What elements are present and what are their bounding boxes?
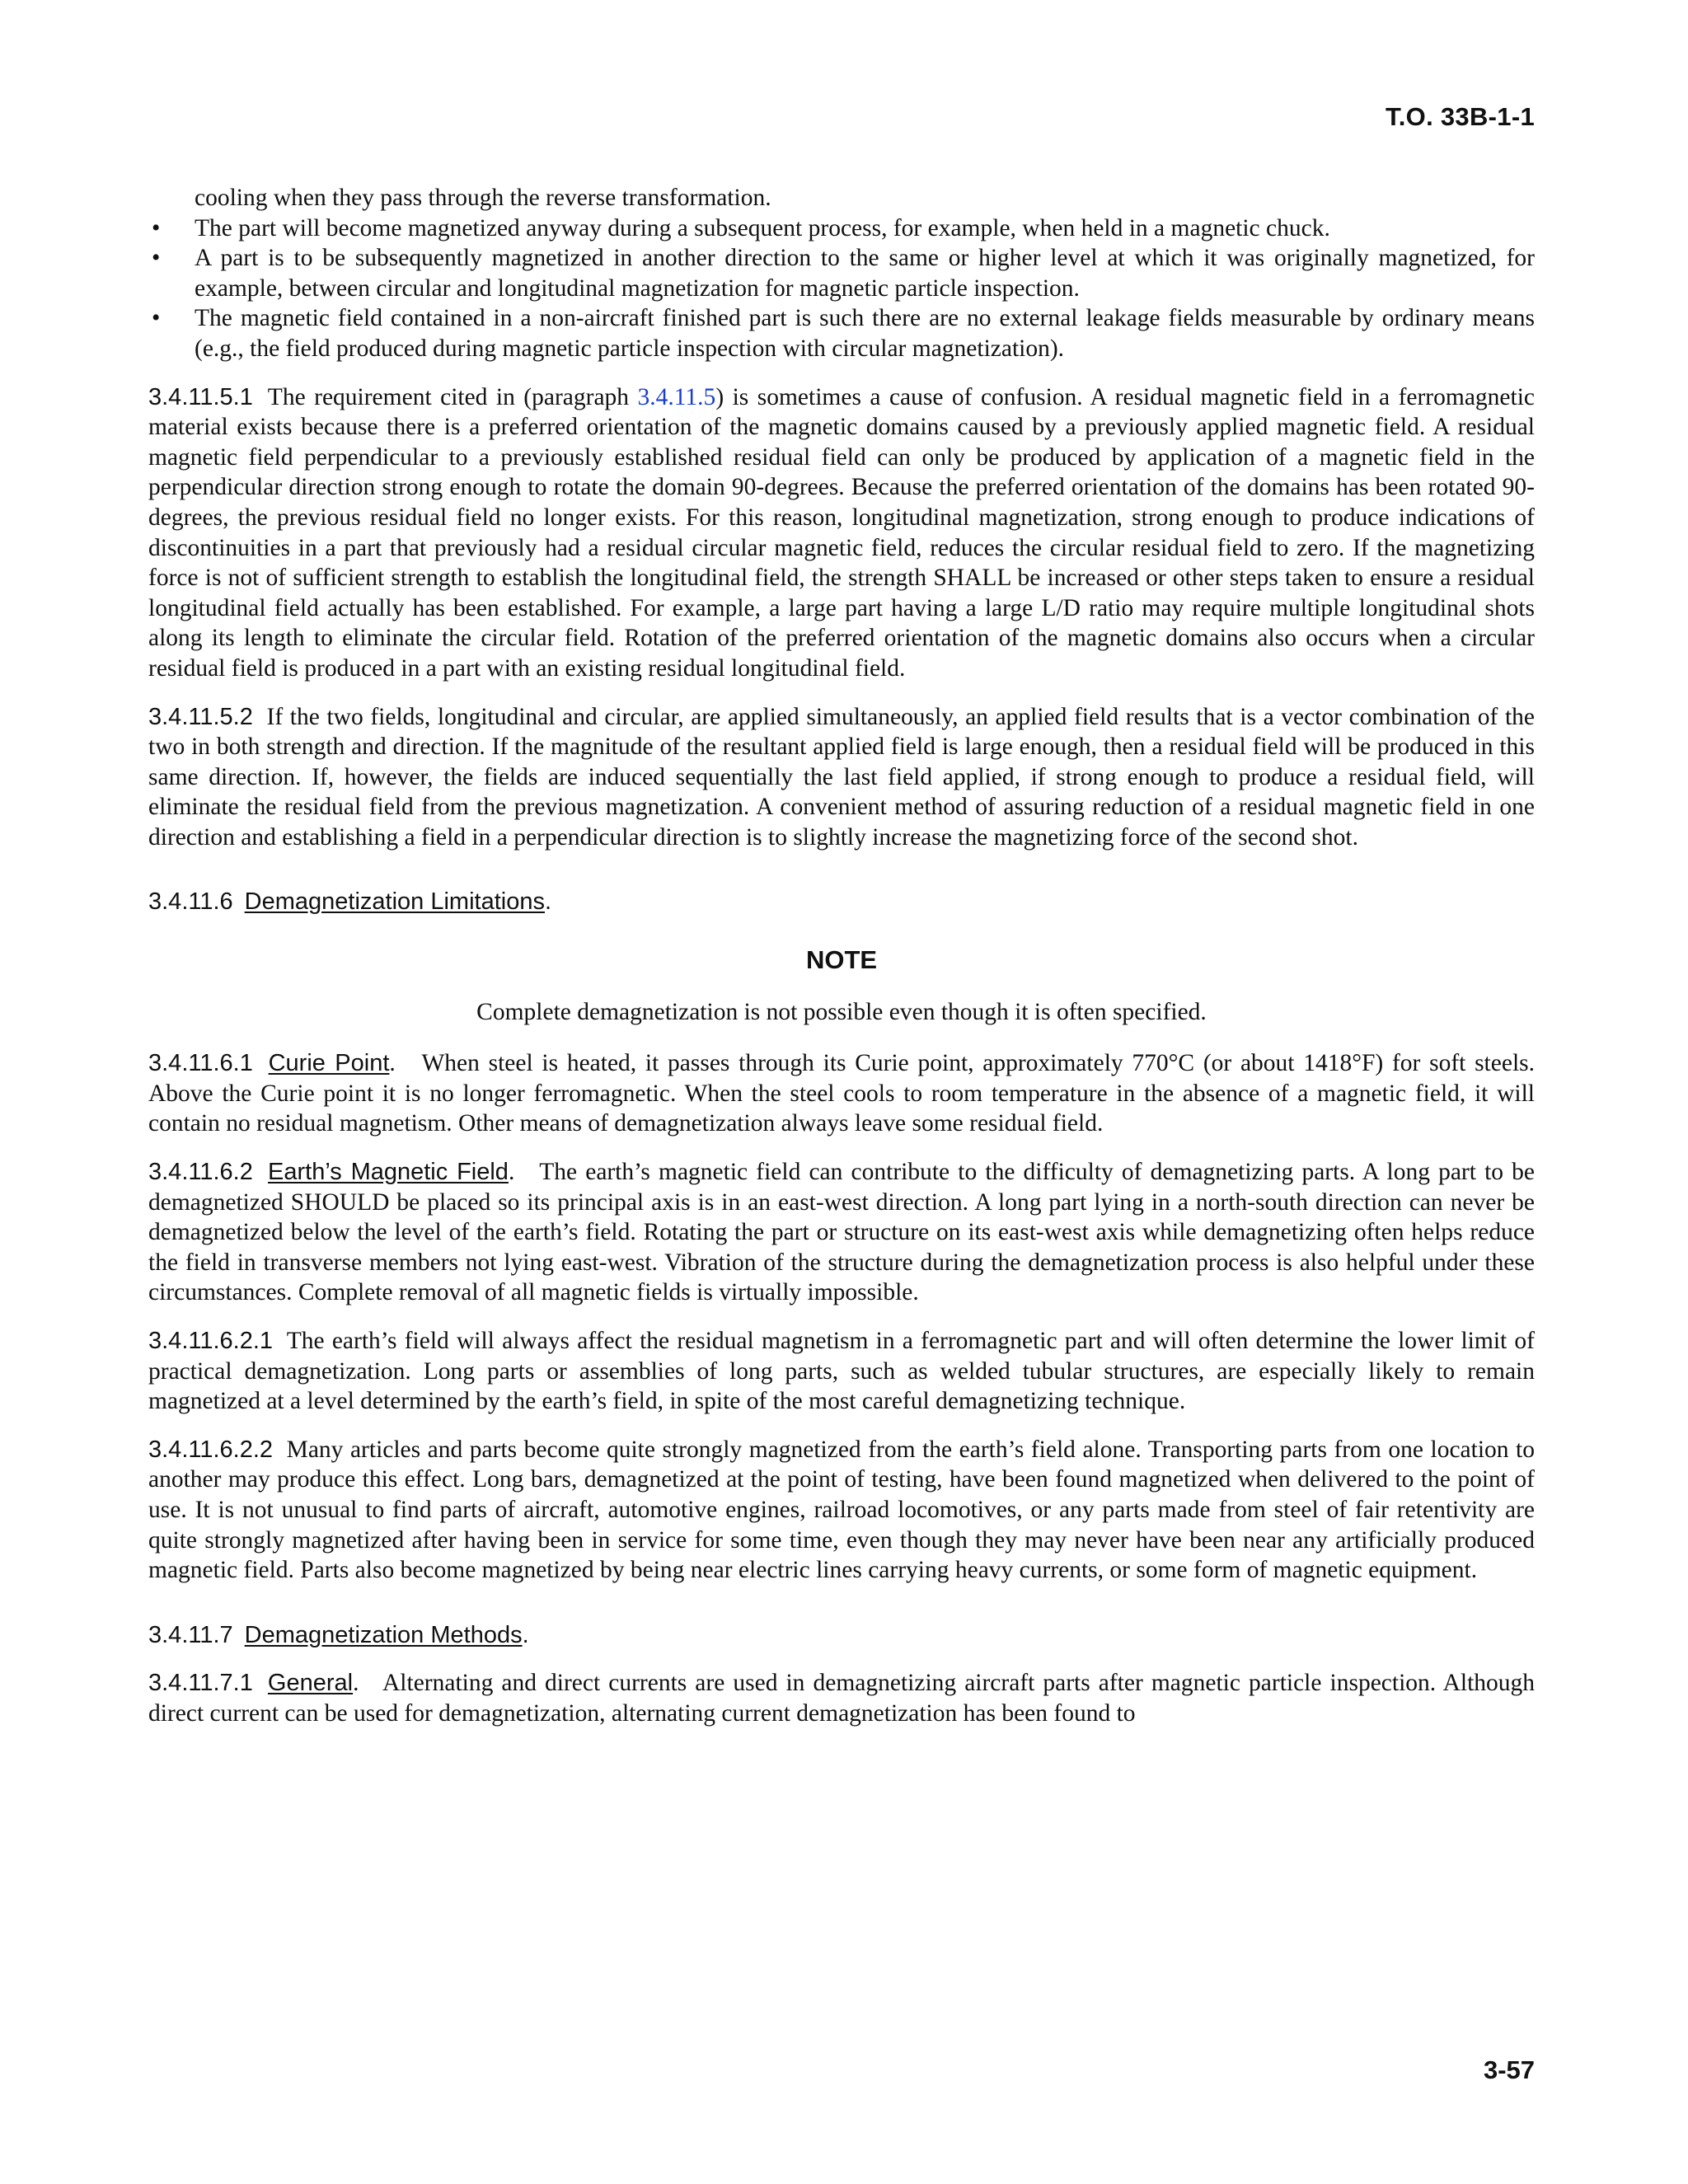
section-heading-3-4-11-6 [148, 887, 1535, 917]
bullet-icon: • [152, 305, 161, 332]
section-heading-3-4-11-7 [148, 1620, 1535, 1651]
section-number: 3.4.11.6 [148, 888, 233, 916]
section-number: 3.4.11.7 [148, 1621, 233, 1648]
paragraph-3-4-11-6-1 [148, 1048, 1535, 1139]
section-title: Demagnetization Limitations [244, 888, 545, 916]
page-number-footer: 3-57 [1483, 2055, 1535, 2084]
list-item-text: The part will become magnetized anyway during a subsequent process, for example, when held in a magnetic chuck. [195, 214, 1330, 241]
list-item [148, 303, 1535, 363]
paragraph-number: 3.4.11.7.1 [148, 1670, 253, 1697]
paragraph-title: General [267, 1670, 354, 1697]
paragraph-number: 3.4.11.5.1 [148, 383, 253, 410]
list-item [148, 213, 1535, 244]
paragraph-number: 3.4.11.5.2 [148, 703, 253, 730]
paragraph-text: The earth’s magnetic field can contribute to the difficulty of demagnetizing parts. A long part to be demagnetized SHOULD be placed so its principal axis is in an east-west direction. A long part lying in a north-south direction can never be demagnetized below the level of the earth’s field. Rotating the part or structure on its east-west axis while demagnetizing often helps reduce the field in transverse members not lying east-west. Vibration of the structure during the demagnetization process is also helpful under these circumstances. Complete removal of all magnetic fields is virtually impossible. [148, 1159, 1536, 1306]
paragraph-text: The earth’s field will always affect the residual magnetism in a ferromagnetic part and will often determine the lower limit of practical demagnetization. Long parts or assemblies of long parts, such as welded tubular structures, are especially likely to remain magnetized at a level determined by the earth’s field, in spite of the most careful demagnetizing technique. [148, 1328, 1536, 1415]
paragraph-3-4-11-5-2 [148, 702, 1535, 853]
bullet-icon: • [152, 245, 161, 272]
paragraph-3-4-11-5-1 [148, 382, 1535, 684]
title-period: . [508, 1159, 515, 1186]
paragraph-3-4-11-6-2-2 [148, 1435, 1535, 1586]
title-period: . [522, 1621, 529, 1648]
bullet-icon: • [152, 214, 161, 241]
paragraph-number: 3.4.11.6.2 [148, 1159, 253, 1186]
paragraph-title: Earth’s Magnetic Field [268, 1159, 509, 1186]
paragraph-number: 3.4.11.6.1 [148, 1050, 253, 1077]
bullet-list [148, 213, 1535, 364]
document-body [148, 183, 1535, 1729]
note-title: NOTE [805, 945, 878, 975]
paragraph-text: Many articles and parts become quite strongly magnetized from the earth’s field alone. Transporting parts from one location to another may produce this effect. Long bars, demagnetized at the point of testing, have been found magnetized when delivered to the point of use. It is not unusual to find parts of aircraft, automotive engines, railroad locomotives, or any parts made from steel of fair retentivity are quite strongly magnetized after having been in service for some time, even though they may never have been near any artificially produced magnetic field. Parts also become magnetized by being near electric lines carrying heavy currents, or some form of magnetic equipment. [148, 1436, 1536, 1584]
title-period: . [389, 1050, 396, 1077]
paragraph-link[interactable]: 3.4.11.5 [637, 383, 716, 410]
paragraph-3-4-11-6-2-1 [148, 1326, 1535, 1417]
title-period: . [353, 1670, 359, 1697]
paragraph-text: When steel is heated, it passes through its Curie point, approximately 770°C (or about 1418°F) for soft steels. Above the Curie point it is no longer ferromagnetic. When the steel cools to room temperature in the absence of a magnetic field, it will contain no residual magnetism. Other means of demagnetization always leave some residual field. [148, 1050, 1535, 1137]
document-page [148, 0, 1535, 2184]
paragraph-3-4-11-6-2 [148, 1157, 1535, 1308]
list-item-text: The magnetic field contained in a non-aircraft finished part is such there are no external leakage fields measurable by ordinary means (e.g., the field produced during magnetic particle inspection with circular magnetization). [195, 305, 1535, 362]
continuation-text: cooling when they pass through the reverse transformation. [195, 185, 771, 211]
paragraph-3-4-11-7-1 [148, 1668, 1535, 1728]
list-item [148, 243, 1535, 303]
paragraph-text: The requirement cited in (paragraph [267, 383, 638, 410]
paragraph-title: Curie Point [268, 1050, 390, 1077]
list-item-text: A part is to be subsequently magnetized in another direction to the same or higher level at which it was originally magnetized, for example, between circular and longitudinal magnetization for magnetic particle inspection. [195, 245, 1535, 302]
paragraph-text: Alternating and direct currents are used in demagnetizing aircraft parts after magnetic particle inspection. Although direct current can be used for demagnetization, alternating current demagnetization has been found to [148, 1670, 1536, 1727]
title-period: . [544, 888, 552, 916]
document-id-header: T.O. 33B-1-1 [1385, 102, 1535, 131]
paragraph-text: If the two fields, longitudinal and circular, are applied simultaneously, an applied field results that is a vector combination of the two in both strength and direction. If the magnitude of the resultant applied field is large enough, then a residual field will be produced in this same direction. If, however, the fields are induced sequentially the last field applied, if strong enough to produce a residual field, will eliminate the residual field from the previous magnetization. A convenient method of assuring reduction of a residual magnetic field in one direction and establishing a field in a perpendicular direction is to slightly increase the magnetizing force of the second shot. [148, 703, 1535, 851]
paragraph-text: ) is sometimes a cause of confusion. A residual magnetic field in a ferromagnetic material exists because there is a preferred orientation of the magnetic domains caused by a previously applied magnetic field. A residual magnetic field perpendicular to a previously established residual field can only be produced by application of a magnetic field in the perpendicular direction strong enough to rotate the domain 90-degrees. Because the preferred orientation of the domains has been rotated 90-degrees, the previous residual field no longer exists. For this reason, longitudinal magnetization, strong enough to produce indications of discontinuities in a part that previously had a residual circular magnetic field, reduces the circular residual field to zero. If the magnetizing force is not of sufficient strength to establish the longitudinal field, the strength SHALL be increased or other steps taken to ensure a residual longitudinal field actually has been established. For example, a large part having a large L/D ratio may require multiple longitudinal shots along its length to eliminate the circular field. Rotation of the preferred orientation of the magnetic domains also occurs when a circular residual field is produced in a part with an existing residual longitudinal field. [148, 383, 1536, 682]
section-title: Demagnetization Methods [244, 1621, 523, 1648]
paragraph-number: 3.4.11.6.2.2 [148, 1436, 274, 1463]
note-text: Complete demagnetization is not possible even though it is often specified. [476, 998, 1207, 1025]
paragraph-number: 3.4.11.6.2.1 [148, 1328, 274, 1354]
